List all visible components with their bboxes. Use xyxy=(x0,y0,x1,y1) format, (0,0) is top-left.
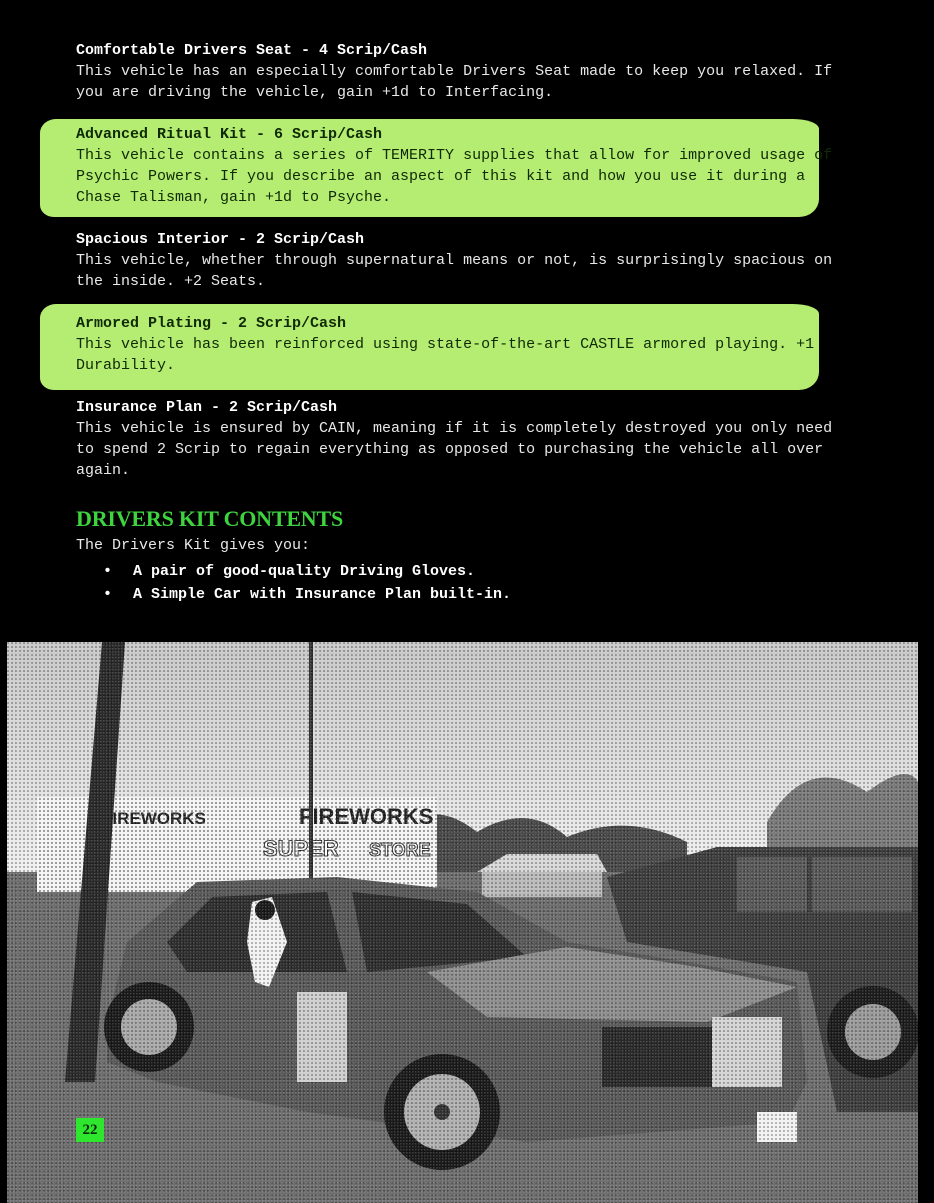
kit-list xyxy=(76,560,511,606)
section-heading: DRIVERS KIT CONTENTS xyxy=(76,506,344,531)
bullet-icon: • xyxy=(103,563,113,580)
upgrade-title: Advanced Ritual Kit - 6 Scrip/Cash xyxy=(76,126,383,143)
car-photo xyxy=(7,642,918,1203)
upgrade-body: This vehicle has been reinforced using state-of-the-art CASTLE armored playing. +1 Durability. xyxy=(76,336,815,374)
upgrade-body: This vehicle contains a series of TEMERITY supplies that allow for improved usage of Psychic Powers. If you describe an aspect of this kit and how you use it during a Chase Talisman, gain +1d to Psyche. xyxy=(76,147,833,206)
upgrade-title: Spacious Interior - 2 Scrip/Cash xyxy=(76,231,365,248)
upgrade-title: Insurance Plan - 2 Scrip/Cash xyxy=(76,399,338,416)
list-item-text: A pair of good-quality Driving Gloves. xyxy=(133,563,476,580)
upgrade-insurance-plan xyxy=(76,397,836,481)
upgrade-body: This vehicle, whether through supernatural means or not, is surprisingly spacious on the inside. +2 Seats. xyxy=(76,252,833,290)
kit-intro: The Drivers Kit gives you: xyxy=(76,537,311,554)
list-item-text: A Simple Car with Insurance Plan built-in. xyxy=(133,586,512,603)
upgrade-title: Armored Plating - 2 Scrip/Cash xyxy=(76,315,347,332)
upgrade-advanced-ritual-kit xyxy=(76,124,836,208)
page-number: 22 xyxy=(76,1118,104,1142)
upgrade-title: Comfortable Drivers Seat - 4 Scrip/Cash xyxy=(76,42,428,59)
list-item xyxy=(76,560,511,583)
list-item xyxy=(76,583,511,606)
upgrade-armored-plating xyxy=(76,313,836,376)
upgrade-body: This vehicle is ensured by CAIN, meaning if it is completely destroyed you only need to spend 2 Scrip to regain everything as opposed to purchasing the vehicle all over again. xyxy=(76,420,833,479)
upgrade-body: This vehicle has an especially comfortable Drivers Seat made to keep you relaxed. If you are driving the vehicle, gain +1d to Interfacing. xyxy=(76,63,833,101)
bullet-icon: • xyxy=(103,586,113,603)
upgrade-comfortable-seat xyxy=(76,40,836,103)
upgrade-spacious-interior xyxy=(76,229,836,292)
